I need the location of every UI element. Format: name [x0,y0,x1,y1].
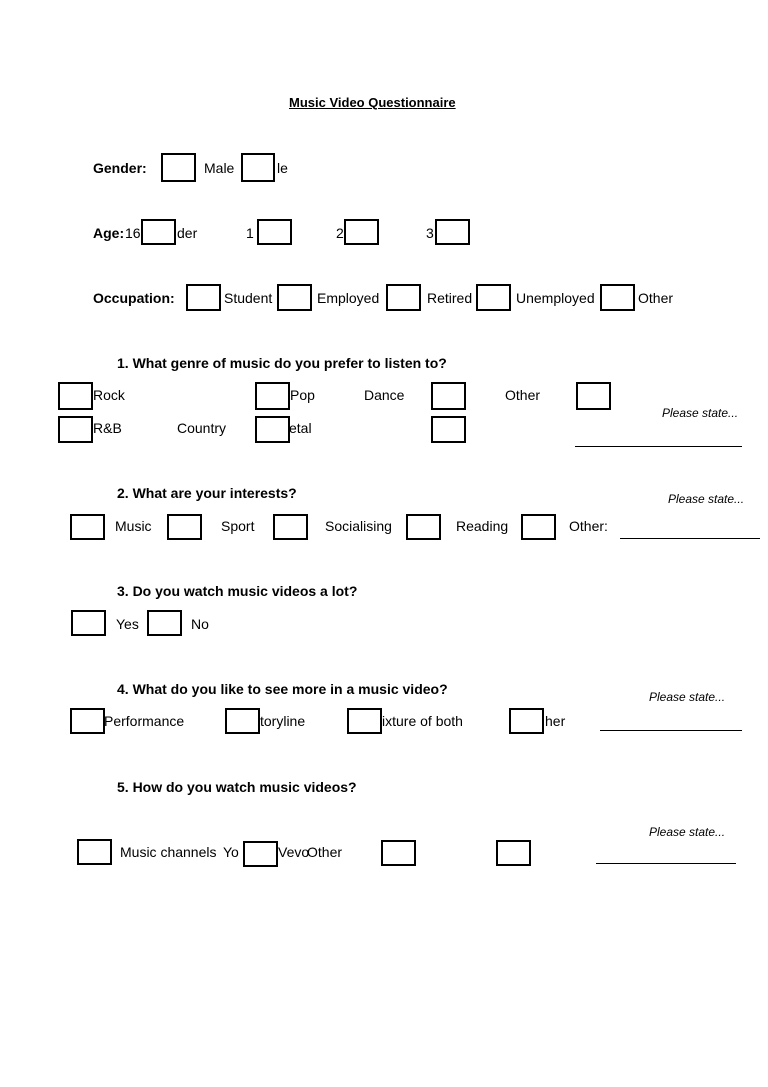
q1-metal-checkbox[interactable] [431,416,466,443]
q2-reading-checkbox[interactable] [406,514,441,540]
age-opt3-text: 2 [336,225,344,241]
gender-male-checkbox[interactable] [161,153,196,182]
q4-other-checkbox[interactable] [509,708,544,734]
occupation-unemployed-checkbox[interactable] [476,284,511,311]
age-opt1-text-a: 16 [125,225,141,241]
q2-music-checkbox[interactable] [70,514,105,540]
q2-please-state-line[interactable] [620,538,760,539]
q1-question: 1. What genre of music do you prefer to listen to? [117,355,447,371]
q4-mixture-checkbox[interactable] [347,708,382,734]
gender-male-label: Male [204,160,235,176]
q2-sport-checkbox[interactable] [167,514,202,540]
q4-performance-checkbox[interactable] [70,708,105,734]
age-opt2-checkbox[interactable] [257,219,292,245]
q1-country-label: Country [177,420,227,436]
q4-please-state-line[interactable] [600,730,742,731]
occupation-student-checkbox[interactable] [186,284,221,311]
occupation-retired-checkbox[interactable] [386,284,421,311]
q5-youtube-checkbox[interactable] [243,841,278,867]
q2-question: 2. What are your interests? [117,485,297,501]
q5-please-state-line[interactable] [596,863,736,864]
occupation-unemployed-label: Unemployed [516,290,595,306]
q5-question: 5. How do you watch music videos? [117,779,357,795]
occupation-student-label: Student [224,290,273,306]
occupation-employed-label: Employed [317,290,380,306]
age-under-16-checkbox[interactable] [141,219,176,245]
q1-other-label: Other [505,387,541,403]
occupation-label: Occupation: [93,290,175,306]
q4-performance-label: Performance [104,713,185,729]
q4-question: 4. What do you like to see more in a music video? [117,681,448,697]
q5-music-channels-label: Music channels [120,844,217,860]
q4-storyline-checkbox[interactable] [225,708,260,734]
age-opt4-checkbox[interactable] [435,219,470,245]
q1-metal-label: etal [289,420,312,436]
q1-please-state-line[interactable] [575,446,742,447]
q1-rock-label: Rock [93,387,125,403]
q1-dance-checkbox[interactable] [431,382,466,410]
q1-other-checkbox[interactable] [576,382,611,410]
q4-other-label: her [545,713,566,729]
age-opt3-checkbox[interactable] [344,219,379,245]
q2-socialising-checkbox[interactable] [273,514,308,540]
q2-please-state: Please state... [668,492,745,506]
q5-vevo-checkbox[interactable] [381,840,416,866]
q2-music-label: Music [115,518,152,534]
gender-female-checkbox[interactable] [241,153,275,182]
page-title: Music Video Questionnaire [289,95,456,110]
q5-youtube-label: Yo [223,844,239,860]
age-opt2-text: 1 [246,225,254,241]
q1-dance-label: Dance [364,387,405,403]
age-opt1-text-b: der [177,225,198,241]
q5-other-checkbox[interactable] [496,840,531,866]
q5-please-state: Please state... [649,825,726,839]
q5-vevo-label: Vevo [278,844,310,860]
q1-rock-checkbox[interactable] [58,382,93,410]
q3-yes-checkbox[interactable] [71,610,106,636]
q1-pop-checkbox[interactable] [255,382,290,410]
occupation-other-checkbox[interactable] [600,284,635,311]
q3-yes-label: Yes [116,616,139,632]
q3-question: 3. Do you watch music videos a lot? [117,583,358,599]
age-opt4-text: 3 [426,225,434,241]
q2-socialising-label: Socialising [325,518,392,534]
q3-no-checkbox[interactable] [147,610,182,636]
occupation-retired-label: Retired [427,290,473,306]
q4-storyline-label: toryline [260,713,306,729]
q1-pop-label: Pop [290,387,315,403]
gender-female-label: le [277,160,288,176]
q1-rnb-label: R&B [93,420,122,436]
occupation-other-label: Other [638,290,674,306]
q1-country-checkbox[interactable] [255,416,290,443]
q3-no-label: No [191,616,209,632]
occupation-employed-checkbox[interactable] [277,284,312,311]
q4-please-state: Please state... [649,690,726,704]
gender-label: Gender: [93,160,147,176]
q4-mixture-label: ixture of both [382,713,463,729]
q2-sport-label: Sport [221,518,255,534]
q2-reading-label: Reading [456,518,509,534]
q2-other-label: Other: [569,518,608,534]
q1-rnb-checkbox[interactable] [58,416,93,443]
age-label: Age: [93,225,125,241]
q2-other-checkbox[interactable] [521,514,556,540]
q1-please-state: Please state... [662,406,739,420]
q5-other-label: Other [307,844,343,860]
q5-music-channels-checkbox[interactable] [77,839,112,865]
